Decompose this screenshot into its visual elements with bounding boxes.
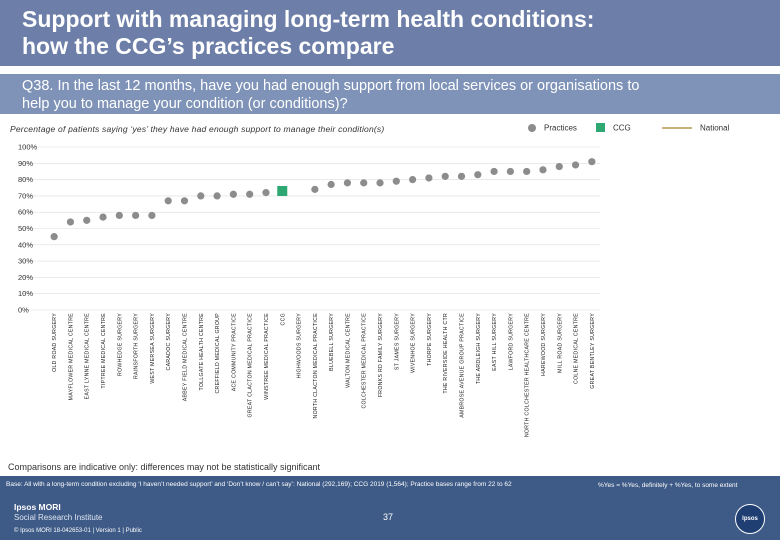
- x-category-label: RAINSFORTH SURGERY: [133, 313, 140, 380]
- practice-point: [556, 163, 563, 170]
- practice-point: [393, 178, 400, 185]
- x-category-label: TIPTREE MEDICAL CENTRE: [101, 313, 108, 389]
- practice-point: [507, 168, 514, 175]
- practice-point: [539, 166, 546, 173]
- x-category-label: OLD ROAD SURGERY: [52, 313, 59, 372]
- y-tick-label: 30%: [18, 256, 34, 266]
- practice-point: [523, 168, 530, 175]
- x-category-label: ABBEY FIELD MEDICAL CENTRE: [182, 313, 189, 402]
- practice-point: [132, 212, 139, 219]
- x-category-label: NORTH CLACTON MEDICAL PRACTICE: [312, 313, 319, 419]
- ipsos-logo: Ipsos: [735, 504, 765, 534]
- y-tick-label: 50%: [18, 224, 34, 233]
- y-tick-label: 20%: [18, 272, 34, 282]
- x-category-label: CARADOC SURGERY: [166, 313, 173, 371]
- x-category-label: MAYFLOWER MEDICAL CENTRE: [68, 313, 75, 401]
- practice-point: [165, 197, 172, 204]
- chart-area: [0, 135, 780, 460]
- practice-point: [51, 233, 58, 240]
- x-category-label: WEST MERSEA SURGERY: [149, 313, 156, 384]
- x-category-label: ACE COMMUNITY PRACTICE: [231, 313, 238, 392]
- page-title: Support with managing long-term health conditions: how the CCG’s practices compare: [22, 6, 595, 59]
- x-category-label: EAST LYNNE MEDICAL CENTRE: [84, 313, 91, 400]
- x-category-label: TOLLGATE HEALTH CENTRE: [198, 313, 205, 391]
- practice-point: [230, 191, 237, 198]
- practice-point: [572, 161, 579, 168]
- x-category-label: LAWFORD SURGERY: [508, 313, 515, 371]
- practice-point: [588, 158, 595, 165]
- practice-point: [197, 192, 204, 199]
- practice-point: [311, 186, 318, 193]
- ccg-square-icon: [596, 123, 605, 132]
- x-category-label: THE RIVERSIDE HEALTH CTR: [443, 313, 450, 394]
- practice-point: [409, 176, 416, 183]
- practice-point: [99, 213, 106, 220]
- legend-ccg: CCG: [596, 123, 631, 132]
- legend-practices: Practices: [528, 123, 577, 132]
- question-text: Q38. In the last 12 months, have you had enough support from local services or organisations to help you to manage your condition (or conditions)?: [0, 74, 780, 114]
- y-tick-label: 60%: [18, 207, 34, 217]
- chart-subtitle: Percentage of patients saying ‘yes’ they have had enough support to manage their condition(s): [10, 124, 385, 134]
- x-category-label: WINSTREE MEDICAL PRACTICE: [263, 313, 270, 400]
- national-line-icon: [662, 127, 692, 129]
- footer: [0, 476, 780, 540]
- x-category-label: HIGHWOODS SURGERY: [296, 313, 303, 379]
- practice-point: [425, 174, 432, 181]
- y-tick-label: 80%: [18, 175, 34, 185]
- x-category-label: FRONKS RD FAMILY SURGERY: [378, 313, 385, 398]
- x-category-label: GREAT BENTLEY SURGERY: [589, 313, 596, 389]
- base-text: Base: All with a long-term condition excluding ‘I haven’t needed support’ and ‘Don’t know / can’t say’: National (292,169); CCG 2019 (1,564); Practice bases range from 22 to 62: [6, 481, 512, 488]
- practice-point: [67, 218, 74, 225]
- practice-point: [262, 189, 269, 196]
- x-category-label: WALTON MEDICAL CENTRE: [345, 313, 352, 388]
- x-category-label: MILL ROAD SURGERY: [557, 313, 564, 373]
- comparison-note: Comparisons are indicative only: differences may not be statistically significant: [8, 462, 320, 472]
- x-category-label: COLNE MEDICAL CENTRE: [573, 313, 580, 384]
- practice-point: [490, 168, 497, 175]
- x-category-label: ST JAMES SURGERY: [394, 313, 401, 371]
- x-category-label: BLUEBELL SURGERY: [329, 313, 336, 371]
- practice-point: [246, 191, 253, 198]
- practice-point: [213, 192, 220, 199]
- x-axis-labels: [52, 313, 596, 437]
- x-category-label: THE ARDLEIGH SURGERY: [475, 313, 482, 385]
- y-tick-label: 70%: [18, 191, 34, 201]
- x-category-label: COLCHESTER MEDICAL PRACTICE: [361, 313, 368, 409]
- x-category-label: HAREWOOD SURGERY: [540, 313, 547, 376]
- y-tick-label: 90%: [18, 158, 34, 168]
- x-category-label: ROWHEDGE SURGERY: [117, 313, 124, 376]
- header-bar: [0, 0, 780, 66]
- legend-national: National: [662, 123, 729, 132]
- x-category-label: THORPE SURGERY: [426, 313, 433, 366]
- brand-name: Ipsos MORI: [14, 502, 61, 512]
- y-tick-label: 100%: [18, 142, 38, 152]
- practice-point: [474, 171, 481, 178]
- chart-marks: [51, 158, 596, 240]
- practice-point: [344, 179, 351, 186]
- brand-subtitle: Social Research Institute: [14, 513, 103, 522]
- practice-point: [442, 173, 449, 180]
- x-category-label: GREAT CLACTON MEDICAL PRACTICE: [247, 313, 254, 418]
- x-category-label: WIVENHOE SURGERY: [410, 313, 417, 374]
- page-number: 37: [383, 512, 394, 522]
- practice-point: [181, 197, 188, 204]
- practice-point: [328, 181, 335, 188]
- x-category-label: CCG: [280, 313, 287, 326]
- y-tick-label: 0%: [18, 305, 29, 315]
- y-tick-label: 40%: [18, 240, 34, 250]
- x-category-label: AMBROSE AVENUE GROUP PRACTICE: [459, 313, 466, 418]
- x-category-label: NORTH COLCHESTER HEALTHCARE CENTRE: [524, 313, 531, 438]
- x-category-label: CREFFIELD MEDICAL GROUP: [215, 313, 222, 394]
- x-category-label: EAST HILL SURGERY: [492, 313, 499, 371]
- practice-point: [116, 212, 123, 219]
- practice-point: [376, 179, 383, 186]
- yes-definition: %Yes = %Yes, definitely + %Yes, to some extent: [598, 482, 738, 489]
- practice-point: [458, 173, 465, 180]
- practice-point: [360, 179, 367, 186]
- copyright-text: © Ipsos MORI 18-042653-01 | Version 1 | Public: [14, 528, 142, 534]
- practice-point: [148, 212, 155, 219]
- nhs-logo-icon: [740, 8, 770, 38]
- ccg-point: [277, 186, 287, 196]
- practice-point: [83, 217, 90, 224]
- y-tick-label: 10%: [18, 289, 34, 299]
- practice-dot-icon: [528, 124, 536, 132]
